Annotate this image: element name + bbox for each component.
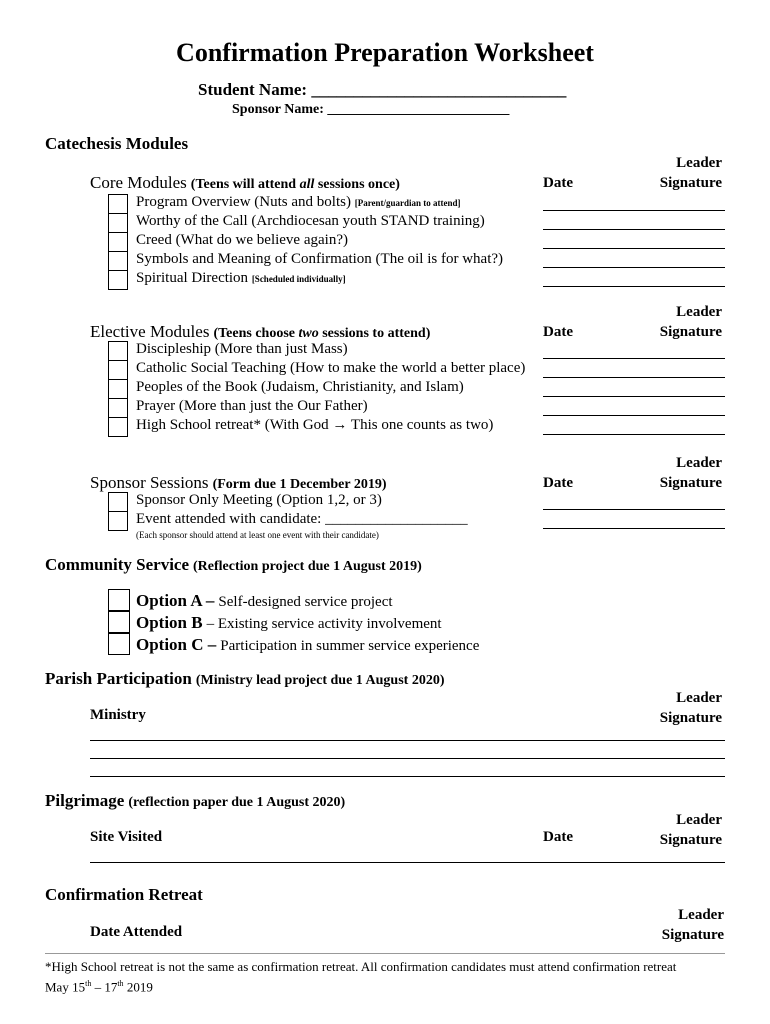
student-name-line[interactable]: ______________________________ <box>311 80 567 99</box>
core-sign-line-1[interactable] <box>543 210 725 211</box>
option-b-desc: – Existing service activity involvement <box>206 616 442 632</box>
option-b <box>136 613 442 633</box>
core-item-note: [Scheduled individually] <box>251 274 346 284</box>
sponsor-sessions-title <box>90 473 386 493</box>
option-c <box>136 635 479 655</box>
option-a-desc: Self-designed service project <box>218 594 393 610</box>
pilgrimage-line[interactable] <box>90 862 725 863</box>
checkbox-core-1[interactable] <box>108 194 128 214</box>
elective-note-suffix: sessions to attend) <box>318 326 431 341</box>
signature-label: Signature <box>661 927 724 943</box>
elective-modules-note <box>213 326 430 341</box>
core-note-prefix: (Teens will attend <box>190 177 300 192</box>
student-name-label: Student Name: <box>198 80 308 99</box>
leader-label: Leader <box>676 455 722 471</box>
retreat-line[interactable] <box>45 953 725 954</box>
ministry-label: Ministry <box>90 707 146 723</box>
sponsor-sign-line-1[interactable] <box>543 509 725 510</box>
ministry-line-3[interactable] <box>90 776 725 777</box>
elective-note-prefix: (Teens choose <box>213 326 299 341</box>
elective-sign-line-4[interactable] <box>543 415 725 416</box>
retreat-leader-header <box>644 905 724 945</box>
date-attended-label: Date Attended <box>90 924 183 940</box>
leader-label: Leader <box>676 304 722 320</box>
checkbox-sponsor-1[interactable] <box>108 492 128 512</box>
sponsor-leader-header <box>642 453 722 493</box>
community-service-heading <box>45 555 422 575</box>
checkbox-core-4[interactable] <box>108 251 128 271</box>
leader-label: Leader <box>676 155 722 171</box>
sponsor-sessions-note: (Form due 1 December 2019) <box>212 477 387 492</box>
sponsor-note: (Each sponsor should attend at least one event with their candidate) <box>136 530 379 540</box>
checkbox-core-2[interactable] <box>108 213 128 233</box>
footer-line-2 <box>45 975 735 995</box>
parish-leader-header <box>642 688 722 728</box>
retreat-heading: Confirmation Retreat <box>45 885 203 904</box>
community-service-note: (Reflection project due 1 August 2019) <box>193 559 422 574</box>
option-a <box>136 591 393 611</box>
pilgrimage-date-header: Date <box>543 829 573 845</box>
core-item-text: Program Overview (Nuts and bolts) <box>136 194 351 210</box>
elective-sign-line-5[interactable] <box>543 434 725 435</box>
checkbox-core-3[interactable] <box>108 232 128 252</box>
sponsor-date-header: Date <box>543 475 573 491</box>
leader-label: Leader <box>678 907 724 923</box>
core-item-5 <box>136 270 346 287</box>
footer-date-mid: – 17 <box>91 979 118 995</box>
checkbox-elective-2[interactable] <box>108 360 128 380</box>
page-title: Confirmation Preparation Worksheet <box>176 38 594 67</box>
community-service-title: Community Service <box>45 555 190 574</box>
checkbox-elective-4[interactable] <box>108 398 128 418</box>
ministry-line-1[interactable] <box>90 740 725 741</box>
elective-item-2: Catholic Social Teaching (How to make the world a better place) <box>136 360 526 376</box>
core-leader-header <box>642 153 722 193</box>
elective-modules-title <box>90 322 430 342</box>
checkbox-option-b[interactable] <box>108 611 130 633</box>
option-a-label: Option A – <box>136 591 215 610</box>
checkbox-sponsor-2[interactable] <box>108 511 128 531</box>
elective-modules-name: Elective Modules <box>90 322 210 341</box>
core-sign-line-3[interactable] <box>543 248 725 249</box>
core-item-text: Spiritual Direction <box>136 270 249 286</box>
elective-sign-line-3[interactable] <box>543 396 725 397</box>
core-item-4: Symbols and Meaning of Confirmation (The oil is for what?) <box>136 251 504 267</box>
sponsor-name-line[interactable]: __________________________ <box>327 102 510 117</box>
core-note-italic: all <box>299 177 315 192</box>
core-date-header: Date <box>543 175 573 191</box>
elective-note-italic: two <box>298 326 319 341</box>
footer-sup-1: th <box>85 979 92 988</box>
site-visited-label: Site Visited <box>90 829 163 845</box>
leader-label: Leader <box>676 690 722 706</box>
sponsor-name-field[interactable] <box>232 102 509 118</box>
pilgrimage-note: (reflection paper due 1 August 2020) <box>128 795 346 810</box>
checkbox-elective-1[interactable] <box>108 341 128 361</box>
core-sign-line-4[interactable] <box>543 267 725 268</box>
footer-date-start: May 15 <box>45 979 86 995</box>
elective-sign-line-2[interactable] <box>543 377 725 378</box>
signature-label: Signature <box>659 832 722 848</box>
sponsor-sessions-name: Sponsor Sessions <box>90 473 209 492</box>
elective-item-1: Discipleship (More than just Mass) <box>136 341 348 357</box>
option-c-label: Option C – <box>136 635 217 654</box>
elective-item-5: High School retreat* (With God → This one counts as two) <box>136 417 494 433</box>
core-modules-note <box>191 177 400 192</box>
checkbox-option-a[interactable] <box>108 589 130 611</box>
elective-sign-line-1[interactable] <box>543 358 725 359</box>
sponsor-name-label: Sponsor Name: <box>232 102 324 117</box>
leader-label: Leader <box>676 812 722 828</box>
checkbox-elective-5[interactable] <box>108 417 128 437</box>
core-note-suffix: sessions once) <box>314 177 400 192</box>
student-name-field[interactable] <box>198 80 566 100</box>
pilgrimage-heading <box>45 791 345 811</box>
footer-note <box>45 958 735 995</box>
ministry-line-2[interactable] <box>90 758 725 759</box>
core-modules-title <box>90 173 400 193</box>
sponsor-sign-line-2[interactable] <box>543 528 725 529</box>
core-item-3: Creed (What do we believe again?) <box>136 232 348 248</box>
parish-title: Parish Participation <box>45 669 192 688</box>
signature-label: Signature <box>659 324 722 340</box>
option-b-label: Option B <box>136 613 203 632</box>
checkbox-elective-3[interactable] <box>108 379 128 399</box>
elective-item-4: Prayer (More than just the Our Father) <box>136 398 368 414</box>
signature-label: Signature <box>659 175 722 191</box>
core-item-1 <box>136 194 461 211</box>
option-c-desc: Participation in summer service experience <box>220 638 480 654</box>
signature-label: Signature <box>659 475 722 491</box>
core-item-note: [Parent/guardian to attend] <box>354 198 461 208</box>
footer-line-1: *High School retreat is not the same as confirmation retreat. All confirmation candidates must attend confirmation retreat <box>45 959 677 974</box>
sponsor-item-2: Event attended with candidate: ___________________ <box>136 511 468 527</box>
pilgrimage-leader-header <box>642 810 722 850</box>
parish-note: (Ministry lead project due 1 August 2020) <box>195 673 445 688</box>
core-sign-line-5[interactable] <box>543 286 725 287</box>
core-modules-name: Core Modules <box>90 173 187 192</box>
elective-leader-header <box>642 302 722 342</box>
catechesis-heading: Catechesis Modules <box>45 134 189 153</box>
sponsor-item-1: Sponsor Only Meeting (Option 1,2, or 3) <box>136 492 382 508</box>
parish-heading <box>45 669 444 689</box>
elective-date-header: Date <box>543 324 573 340</box>
footer-sup-2: th <box>117 979 124 988</box>
checkbox-core-5[interactable] <box>108 270 128 290</box>
footer-date-year: 2019 <box>123 979 153 995</box>
elective-item-3: Peoples of the Book (Judaism, Christianity, and Islam) <box>136 379 464 395</box>
signature-label: Signature <box>659 710 722 726</box>
core-item-2: Worthy of the Call (Archdiocesan youth STAND training) <box>136 213 485 229</box>
checkbox-option-c[interactable] <box>108 633 130 655</box>
pilgrimage-title: Pilgrimage <box>45 791 125 810</box>
core-sign-line-2[interactable] <box>543 229 725 230</box>
